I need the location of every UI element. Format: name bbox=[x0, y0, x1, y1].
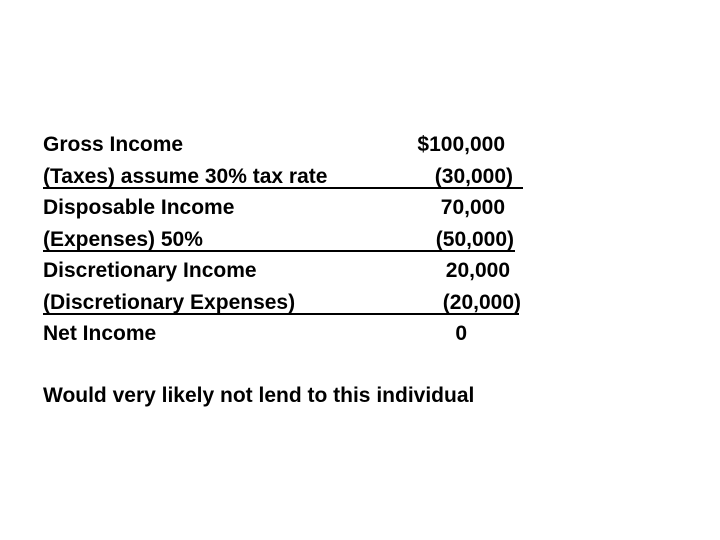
income-statement bbox=[43, 129, 543, 350]
row-label: Discretionary Income bbox=[43, 259, 257, 282]
row-value: (20,000) bbox=[442, 290, 521, 314]
statement-row-discretionary-expenses bbox=[43, 287, 543, 319]
conclusion-text: Would very likely not lend to this individual bbox=[43, 384, 475, 407]
statement-row-gross-income bbox=[43, 129, 543, 161]
row-label: (Discretionary Expenses) bbox=[43, 290, 296, 314]
statement-row-net-income bbox=[43, 318, 543, 350]
statement-row-discretionary-income bbox=[43, 255, 543, 287]
row-value: $100,000 bbox=[417, 133, 505, 156]
row-value: 0 bbox=[455, 322, 467, 345]
row-value: 20,000 bbox=[445, 259, 510, 282]
row-label: (Taxes) assume 30% tax rate bbox=[43, 164, 328, 188]
row-label: (Expenses) 50% bbox=[43, 227, 203, 251]
row-value: 70,000 bbox=[440, 196, 505, 219]
statement-row-taxes bbox=[43, 161, 543, 193]
row-label: Disposable Income bbox=[43, 196, 235, 219]
statement-row-disposable-income bbox=[43, 192, 543, 224]
statement-row-expenses bbox=[43, 224, 543, 256]
row-value: (30,000) bbox=[434, 164, 513, 188]
row-label: Net Income bbox=[43, 322, 157, 345]
row-label: Gross Income bbox=[43, 133, 184, 156]
row-value: (50,000) bbox=[435, 227, 514, 251]
